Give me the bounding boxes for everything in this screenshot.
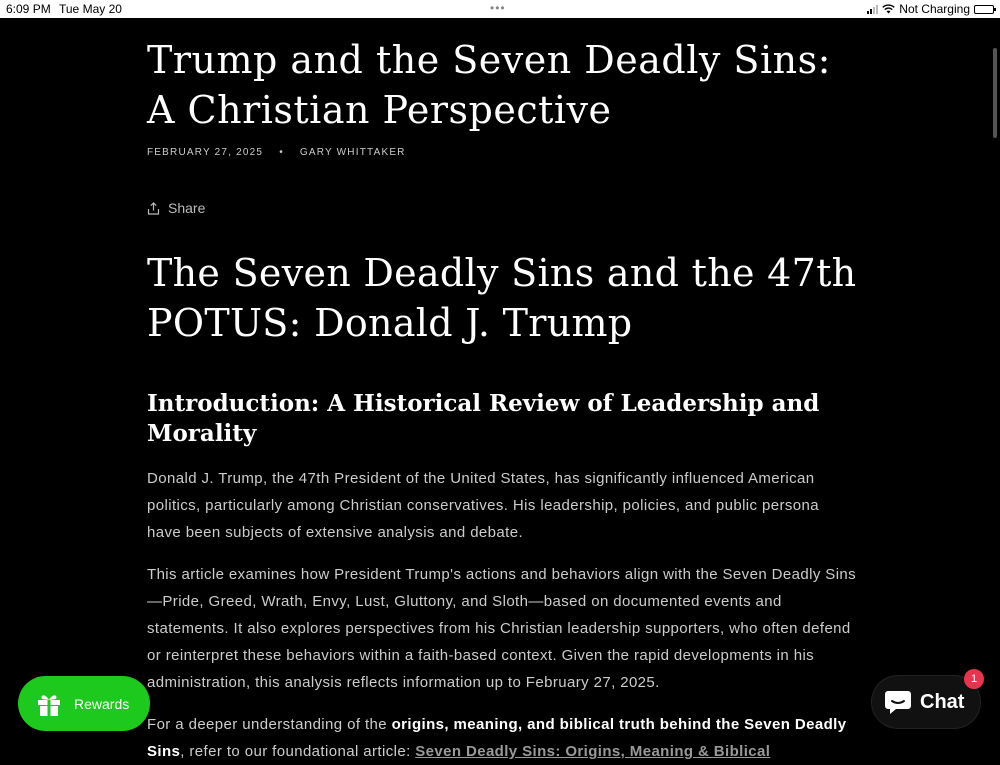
article-date: FEBRUARY 27, 2025 [147, 147, 264, 158]
battery-icon [974, 5, 994, 14]
paragraph-2: This article examines how President Trump's actions and behaviors align with the Seven Deadly Sins—Pride, Greed, Wrath, Envy, Lust, Gluttony, and Sloth—based on documented events and statements. It also explores perspectives from his Christian leadership supporters, who often defend or reinterpret these behaviors within a faith-based context. Given the rapid developments in his administration, this analysis reflects information up to February 27, 2025. [147, 566, 857, 691]
paragraph-3 [147, 711, 857, 765]
multitask-dots[interactable]: ••• [490, 1, 506, 15]
paragraph-3-intro: For a deeper understanding of the [147, 716, 392, 733]
section-heading: The Seven Deadly Sins and the 47th POTUS: Donald J. Trump [147, 251, 857, 345]
paragraph-1: Donald J. Trump, the 47th President of the United States, has significantly influenced American politics, particularly among Christian conservatives. His leadership, policies, and public persona have been subjects of extensive analysis and debate. [147, 470, 820, 541]
article [147, 18, 867, 765]
chat-badge: 1 [964, 669, 984, 689]
paragraph-3-mid: , refer to our foundational article: [180, 743, 416, 760]
rewards-label: Rewards [74, 695, 130, 712]
chat-button[interactable] [872, 676, 980, 728]
subsection-heading: Introduction: A Historical Review of Leadership and Morality [147, 390, 820, 447]
foundational-article-link[interactable]: Seven Deadly Sins: Origins, Meaning & Biblical [415, 743, 771, 760]
signal-icon [867, 4, 878, 14]
share-icon [147, 202, 160, 215]
paragraph-3-bold: origins, meaning, and biblical truth behind the Seven Deadly Sins [147, 716, 847, 760]
status-date: Tue May 20 [59, 2, 122, 16]
meta-separator: • [279, 147, 284, 158]
article-meta [147, 147, 867, 158]
article-title: Trump and the Seven Deadly Sins: A Christian Perspective [147, 38, 831, 132]
gift-icon [36, 691, 62, 717]
share-label: Share [168, 200, 206, 216]
rewards-button[interactable] [18, 676, 150, 731]
share-button[interactable] [147, 200, 867, 216]
status-bar [0, 0, 1000, 18]
status-right [867, 2, 994, 16]
chat-label: Chat [920, 690, 965, 713]
wifi-icon [882, 4, 895, 14]
scrollbar[interactable] [993, 48, 997, 138]
chat-icon [884, 689, 912, 715]
battery-label: Not Charging [899, 2, 970, 16]
status-time: 6:09 PM [6, 2, 51, 16]
article-author: GARY WHITTAKER [299, 147, 406, 158]
